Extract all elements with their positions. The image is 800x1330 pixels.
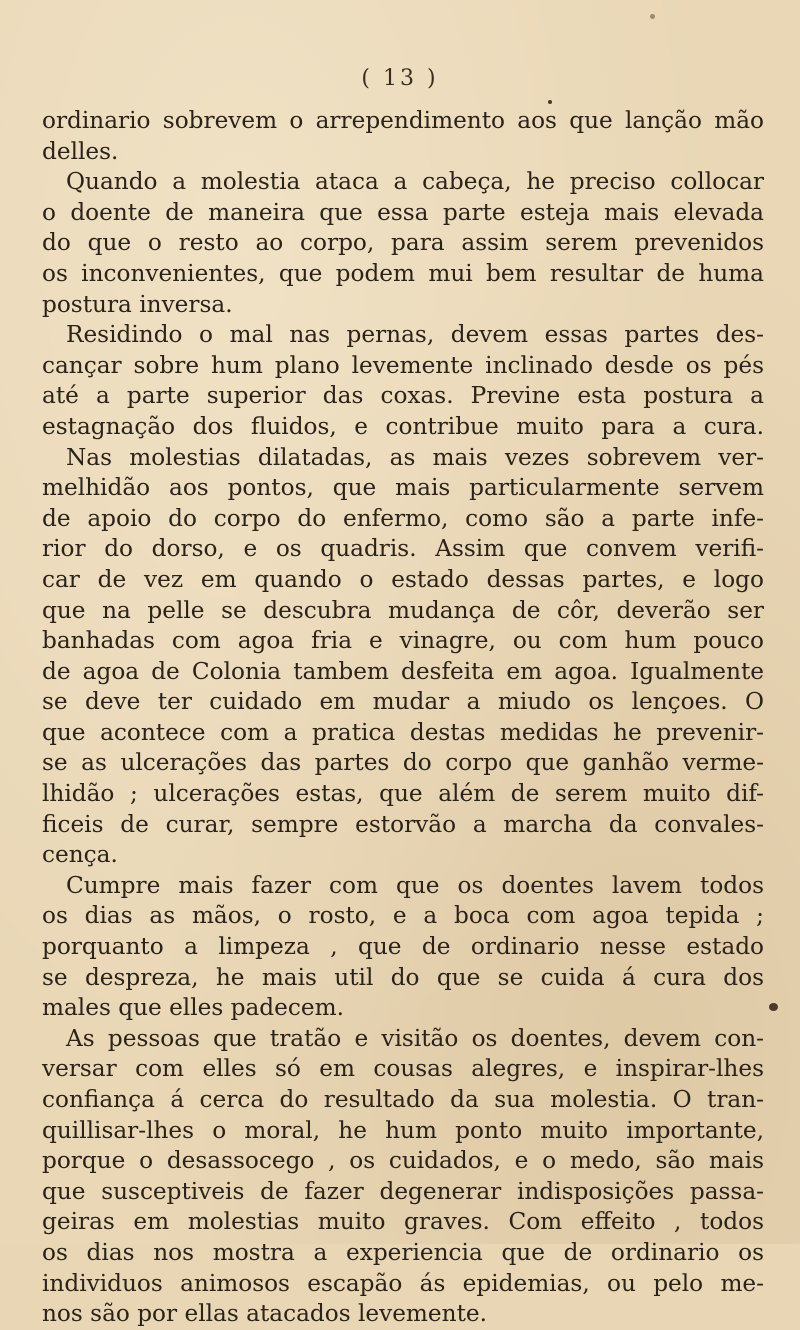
text-line: Cumpre mais fazer com que os doentes lavem todos bbox=[66, 871, 764, 899]
text-line: de agoa de Colonia tambem desfeita em agoa. Igualmente bbox=[42, 657, 764, 685]
text-line: se as ulcerações das partes do corpo que ganhão verme- bbox=[42, 749, 764, 777]
text-line: do que o resto ao corpo, para assim serem prevenidos bbox=[42, 229, 764, 257]
body-text bbox=[42, 106, 764, 1330]
text-line: lhidão ; ulcerações estas, que além de serem muito dif- bbox=[42, 780, 764, 808]
text-line: se despreza, he mais util do que se cuida á cura dos bbox=[42, 963, 764, 991]
text-line: Nas molestias dilatadas, as mais vezes sobrevem ver- bbox=[66, 443, 764, 471]
text-line: que susceptiveis de fazer degenerar indisposições passa- bbox=[42, 1177, 764, 1205]
text-line: porquanto a limpeza , que de ordinario nesse estado bbox=[42, 933, 764, 961]
text-line: confiança á cerca do resultado da sua molestia. O tran- bbox=[42, 1086, 764, 1113]
ink-speck bbox=[548, 100, 552, 104]
text-line: os inconvenientes, que podem mui bem resultar de huma bbox=[42, 259, 764, 287]
text-line: que acontece com a pratica destas medidas he prevenir- bbox=[42, 718, 764, 746]
page-number: ( 13 ) bbox=[361, 66, 439, 91]
text-line: Quando a molestia ataca a cabeça, he preciso collocar bbox=[66, 168, 764, 196]
text-line: cançar sobre hum plano levemente inclinado desde os pés bbox=[42, 351, 764, 379]
text-line: os dias as mãos, o rosto, e a boca com agoa tepida ; bbox=[42, 902, 764, 930]
text-line: ordinario sobrevem o arrependimento aos que lanção mão bbox=[42, 107, 764, 134]
text-line: quillisar-lhes o moral, he hum ponto muito importante, bbox=[42, 1116, 764, 1144]
text-line: ficeis de curar, sempre estorvão a marcha da convales- bbox=[42, 810, 764, 838]
text-line: males que elles padecem. bbox=[42, 994, 344, 1022]
text-line: estagnação dos fluidos, e contribue muito para a cura. bbox=[42, 412, 764, 440]
text-line: geiras em molestias muito graves. Com effeito , todos bbox=[42, 1208, 764, 1236]
text-line: o doente de maneira que essa parte esteja mais elevada bbox=[42, 198, 764, 226]
text-line: versar com elles só em cousas alegres, e inspirar-lhes bbox=[42, 1055, 764, 1083]
text-line: rior do dorso, e os quadris. Assim que convem verifi- bbox=[42, 535, 764, 563]
text-line: As pessoas que tratão e visitão os doentes, devem con- bbox=[66, 1024, 764, 1052]
text-line: Residindo o mal nas pernas, devem essas partes des- bbox=[66, 321, 764, 349]
text-line: que na pelle se descubra mudança de côr, deverão ser bbox=[42, 596, 764, 624]
text-line: nos são por ellas atacados levemente. bbox=[42, 1300, 487, 1328]
ink-speck bbox=[650, 14, 655, 19]
text-line: banhadas com agoa fria e vinagre, ou com hum pouco bbox=[42, 627, 764, 655]
text-line: até a parte superior das coxas. Previne esta postura a bbox=[42, 382, 764, 410]
ink-speck bbox=[769, 1003, 778, 1011]
text-line: delles. bbox=[42, 137, 119, 165]
text-line: postura inversa. bbox=[42, 290, 233, 318]
text-line: individuos animosos escapão ás epidemias, ou pelo me- bbox=[42, 1269, 764, 1297]
text-line: se deve ter cuidado em mudar a miudo os lençoes. O bbox=[42, 688, 764, 716]
text-line: melhidão aos pontos, que mais particularmente servem bbox=[42, 474, 764, 502]
text-line: os dias nos mostra a experiencia que de ordinario os bbox=[42, 1238, 764, 1266]
text-line: de apoio do corpo do enfermo, como são a parte infe- bbox=[42, 504, 764, 532]
text-line: car de vez em quando o estado dessas partes, e logo bbox=[42, 565, 764, 593]
text-line: porque o desassocego , os cuidados, e o medo, são mais bbox=[42, 1147, 764, 1175]
text-line: cença. bbox=[42, 841, 118, 869]
